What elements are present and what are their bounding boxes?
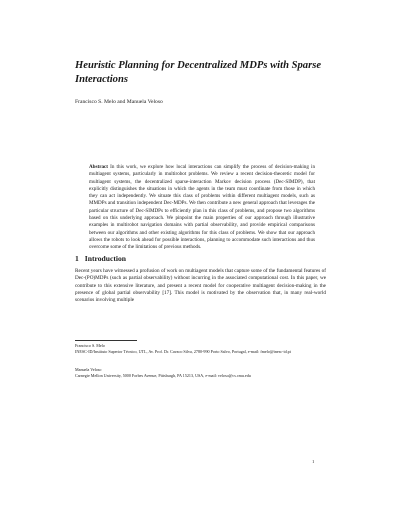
affiliation-1 [75,343,327,355]
paper-title: Heuristic Planning for Decentralized MDPs with Sparse Interactions [75,60,322,85]
page-number: 1 [312,459,315,464]
abstract-label: Abstract [89,164,108,170]
abstract-text: In this work, we explore how local interactions can simplify the process of decision-making in multiagent systems, particularly in multirobot problems. We review a recent decision-theoretic model for multiagent systems, the decentralized sparse-interaction Markov decision process (Dec-SIMDP), that explicitly distinguishes the situations in which the agents in the team must coordinate from those in which they can act independently. We situate this class of problems within different multiagent models, such as MMDPs and transition independent Dec-MDPs. We then contribute a new general approach that leverages the particular structure of Dec-SIMDPs to efficiently plan in this class of problems, and propose two algorithms based on this underlying approach. We pinpoint the main properties of our approach through illustrative examples in multirobot navigation domains with partial observability, and provide empirical comparisons between our algorithms and other existing algorithms for this class of problems. We show that our approach allows the robots to look ahead for possible interactions, planning to accommodate such interactions and thus overcome some of the limitations of previous methods. [89,164,315,251]
section-title: Introduction [84,254,127,263]
affiliation-name: Francisco S. Melo [75,343,105,348]
affiliation-2 [75,367,327,379]
section-number: 1 [75,254,79,263]
paper-authors: Francisco S. Melo and Manuela Veloso [75,99,163,105]
intro-paragraph: Recent years have witnessed a profusion of work on multiagent models that capture some of the fundamental features of Dec-(PO)MDPs (such as partial observability) without incurring in the associated computational cost. In this paper, we contribute to this extensive literature, and present a recent model for cooperative multiagent decision-making in the presence of global partial observability [17]. This model is motivated by the observation that, in many real-world scenarios involving multiple [75,268,326,304]
footnote-divider [75,340,137,341]
abstract-block [89,164,315,252]
affiliation-name: Manuela Veloso [75,367,102,372]
affiliation-address: Carnegie Mellon University, 5000 Forbes Avenue, Pittsburgh, PA 15213, USA, e-mail: veloso@cs.cmu.edu [75,372,251,378]
section-heading [75,254,325,263]
affiliation-address: INESC-ID/Instituto Superior Técnico, UTL, Av. Prof. Dr. Cavaco Silva, 2780-990 Porto Salvo, Portugal, e-mail: fmelo@inesc-id.pt [75,348,291,354]
